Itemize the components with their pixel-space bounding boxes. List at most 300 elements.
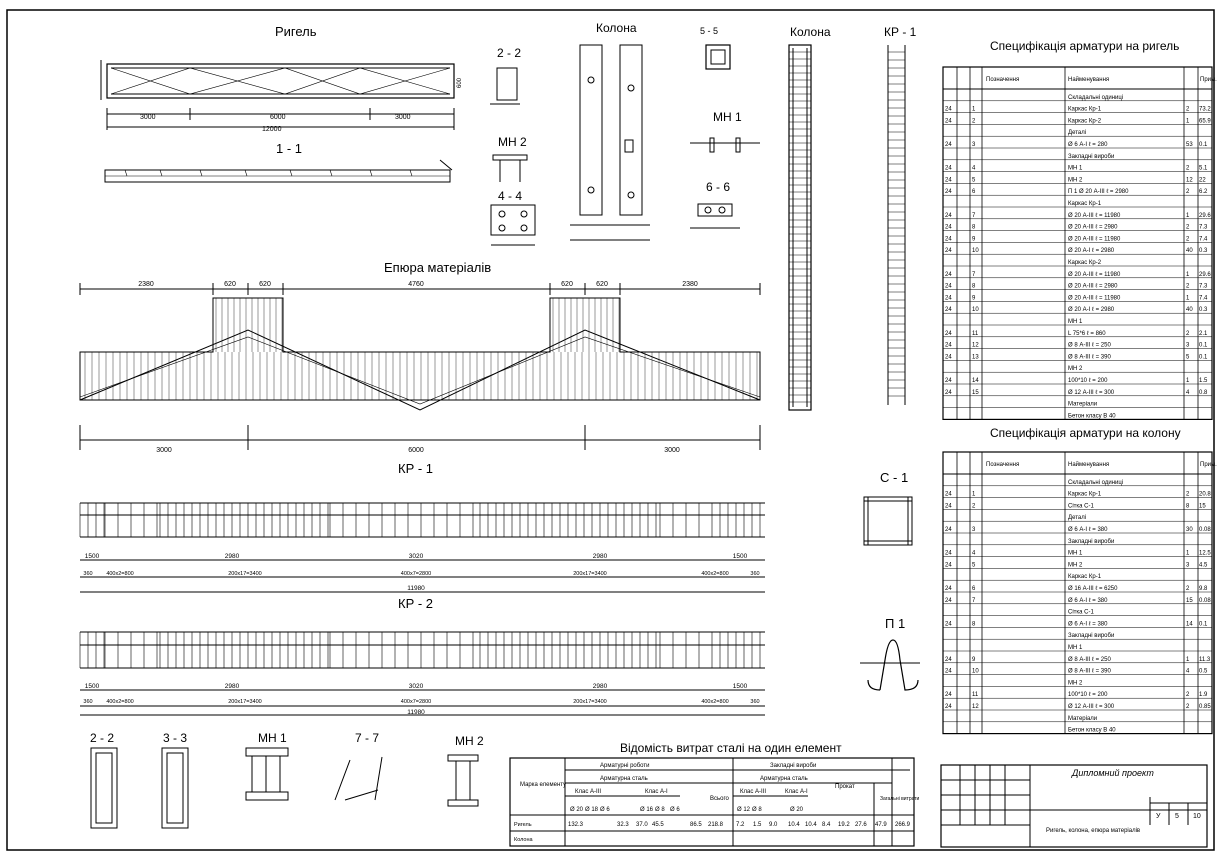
steel-klasa3b-header: Клас А-ІІІ [740,789,767,795]
kr-dim-row1-label: 1500 [84,683,100,690]
spec-cell-name: Ø 20 А-І ℓ = 2980 [1068,248,1115,255]
spec-cell-format: 24 [945,491,952,498]
spec-cell-format: 24 [945,378,952,384]
spec-cell-qty: 2 [1186,491,1190,498]
steel-dia-header: Ø 20 [570,807,584,813]
spec-cell-name: Ø 8 А-ІІІ ℓ = 250 [1068,656,1111,663]
kr2-dims [83,683,759,716]
spec-cell-name: Закладні вироби [1068,633,1115,640]
spec-cell-qty: 2 [1186,330,1190,337]
kr-dim-row2-label: 360 [83,699,93,705]
spec-cell-mass: 1.5 [1199,378,1208,384]
spec-rygel-table [943,39,1217,419]
epura-dim-top-label: 620 [561,281,573,288]
spec-cell-format: 24 [945,142,952,148]
kr-dim-row1-label: 1500 [732,553,748,560]
spec-cell-mass: 7.4 [1199,295,1208,302]
rygel-title: Ригель [275,24,317,39]
spec-cell-name: Деталі [1068,130,1087,137]
spec-cell-qty: 2 [1186,586,1190,592]
spec-cell-mass: 0.3 [1199,307,1208,314]
kr-dim-row2-label: 400x2=800 [701,571,729,577]
spec-cell-name: Матеріали [1068,401,1098,408]
spec-cell-qty: 2 [1186,189,1190,196]
spec-cell-pos: 6 [972,189,976,196]
spec-cell-qty: 1 [1186,656,1190,663]
kr-dim-row2-label: 360 [750,699,760,705]
spec-cell-format: 24 [945,295,952,302]
steel-row1-cell: 132.3 [568,822,584,828]
steel-row1-cell: 9.0 [769,822,778,828]
spec-cell-mass: 9.8 [1199,586,1208,592]
spec-kolona-table [943,426,1217,734]
spec-cell-name: Ø 20 А-ІІІ ℓ = 2980 [1068,224,1118,231]
spec-header-note: Прим. [1200,462,1217,468]
epura-dim-top-label: 2380 [682,281,698,288]
kr-dim-row2-label: 200x17=3400 [228,699,262,705]
steel-row1-cell: 86.5 [690,822,702,828]
spec-cell-name: Деталі [1068,515,1087,522]
b-7-7-title: 7 - 7 [355,731,380,745]
spec-cell-pos: 12 [972,342,979,349]
spec-cell-mass: 0.08 [1199,527,1211,533]
spec-cell-qty: 1 [1186,295,1190,302]
steel-row1-cell: 10.4 [788,822,800,828]
spec-cell-format: 24 [945,389,952,396]
spec-cell-name: Ø 6 А-І ℓ = 380 [1068,597,1108,604]
spec-cell-format: 24 [945,271,952,278]
spec-cell-pos: 7 [972,271,976,278]
spec-cell-qty: 2 [1186,165,1190,172]
steel-row1-cell: 10.4 [805,822,817,828]
steel-dia2-header: Ø 6 [670,807,680,813]
spec-cell-name: Ø 8 А-ІІІ ℓ = 390 [1068,668,1111,675]
spec-cell-qty: 8 [1186,503,1190,510]
steel-dia2-header: Ø 8 [655,807,665,813]
steel-dia3-header: Ø 20 [790,807,804,813]
spec-cell-name: Каркас Кр-1 [1068,201,1102,207]
epura-bottom-dims [156,447,680,454]
spec-cell-name: МН 2 [1068,177,1083,184]
spec-cell-name: Ø 12 А-ІІІ ℓ = 300 [1068,389,1115,396]
spec-cell-name: Ø 6 А-І ℓ = 280 [1068,142,1108,148]
spec-cell-name: Бетон класу В 40 [1068,413,1116,420]
section-2-2-top [490,46,521,104]
spec-cell-mass: 0.1 [1199,142,1208,148]
spec-cell-pos: 13 [972,354,979,361]
steel-row1-cell: 47.9 [875,822,887,828]
spec-cell-pos: 8 [972,224,976,231]
stamp-title: Дипломний проект [1072,768,1154,778]
spec-cell-format: 24 [945,550,952,557]
spec-cell-name: Ø 20 А-ІІІ ℓ = 11980 [1068,236,1121,243]
spec-cell-format: 24 [945,597,952,604]
section-4-4 [491,189,535,245]
kr-dim-row2-label: 200x17=3400 [573,699,607,705]
steel-armatura-header: Арматурні роботи [600,763,650,769]
steel-row1-cell: 1.5 [753,822,762,828]
spec-cell-format: 24 [945,212,952,219]
steel-row1-cell: 45.5 [652,822,664,828]
spec-cell-name: Складальні одиниці [1068,479,1124,486]
steel-row1-cell: 266.9 [895,822,911,828]
spec-cell-name: Матеріали [1068,715,1098,722]
spec-cell-name: L 75*6 ℓ = 860 [1068,330,1106,337]
spec-cell-name: Ø 6 А-І ℓ = 380 [1068,527,1108,533]
kr-dim-row2-label: 400x2=800 [701,699,729,705]
epura-dim-top-label: 2380 [138,281,154,288]
kr1-dims [83,553,759,592]
kr-dim-row2-label: 200x17=3400 [573,571,607,577]
section-6-6-title: 6 - 6 [706,180,731,194]
steel-row1-label: Ригель [514,822,532,828]
epura-materials [80,260,760,454]
section-5-5 [700,26,730,69]
spec-cell-name: 100*10 ℓ = 200 [1068,378,1108,384]
steel-zagal-header: Загальні витрати [880,796,920,802]
spec-cell-pos: 9 [972,656,976,663]
spec-cell-mass: 0.08 [1199,597,1211,604]
spec-cell-name: Каркас Кр-1 [1068,491,1102,498]
spec-cell-pos: 1 [972,106,976,113]
spec-cell-mass: 2.1 [1199,330,1208,337]
spec-cell-mass: 5.1 [1199,165,1208,172]
spec-cell-pos: 11 [972,330,979,337]
spec-cell-format: 24 [945,283,952,290]
spec-cell-format: 24 [945,668,952,675]
kolona-elevation [570,21,650,240]
spec-cell-format: 24 [945,118,952,125]
spec-cell-qty: 15 [1186,597,1193,604]
spec-cell-format: 24 [945,189,952,196]
spec-cell-pos: 15 [972,389,979,396]
spec-cell-mass: 22 [1199,177,1206,184]
spec-cell-qty: 4 [1186,389,1190,396]
spec-cell-qty: 12 [1186,177,1193,184]
steel-dia3-header: Ø 12 [737,807,751,813]
spec-header-designation: Позначення [986,462,1020,468]
section-1-1 [105,141,452,182]
spec-cell-mass: 0.1 [1199,342,1208,349]
kr-dim-row1-label: 2980 [592,683,608,690]
spec-cell-mass: 12.5 [1199,550,1211,557]
spec-cell-pos: 8 [972,283,976,290]
b-mn1-title: МН 1 [258,731,287,745]
spec-cell-pos: 7 [972,212,976,219]
spec-cell-name: МН 2 [1068,562,1083,569]
spec-cell-mass: 15 [1199,503,1206,510]
spec-cell-format: 24 [945,692,952,699]
steel-row2-label: Колона [514,837,533,843]
kr-dim-row2-label: 360 [83,571,93,577]
epura-dim-bottom-label: 3000 [156,447,172,454]
spec-cell-format: 24 [945,165,952,172]
stamp-stage: У [1156,813,1161,820]
epura-dim-bottom-label: 6000 [408,447,424,454]
steel-row1-cell: 19.2 [838,822,850,828]
epura-dim-top-label: 4760 [408,281,424,288]
spec-cell-mass: 7.4 [1199,236,1208,243]
kr-dim-total-label: 11980 [407,585,425,592]
epura-top-dims [138,281,698,288]
mn2-top-title: МН 2 [498,135,527,149]
mn1-top [690,110,760,152]
spec-cell-name: Ø 8 А-ІІІ ℓ = 390 [1068,354,1111,361]
spec-cell-format: 24 [945,562,952,569]
kr-dim-row1-label: 2980 [224,553,240,560]
spec-cell-name: МН 1 [1068,165,1083,172]
p1-title: П 1 [885,616,906,631]
spec-header-name: Найменування [1068,462,1110,468]
spec-cell-name: МН 1 [1068,645,1083,651]
spec-cell-qty: 2 [1186,704,1190,710]
spec-cell-format: 24 [945,527,952,533]
spec-cell-qty: 1 [1186,271,1190,278]
spec-cell-format: 24 [945,224,952,231]
spec-cell-qty: 2 [1186,692,1190,699]
section-6-6 [690,180,740,228]
kr1-vertical [884,25,917,405]
spec-cell-pos: 4 [972,550,976,557]
spec-cell-format: 24 [945,177,952,184]
spec-cell-name: Ø 20 А-І ℓ = 2980 [1068,307,1115,314]
stamp-sheet: 5 [1175,813,1179,820]
b-3-3-title: 3 - 3 [163,731,188,745]
section-2-2-title: 2 - 2 [497,46,522,60]
spec-cell-name: Ø 8 А-ІІІ ℓ = 250 [1068,342,1111,349]
spec-cell-pos: 3 [972,527,976,533]
spec-cell-name: Складальні одиниці [1068,94,1124,101]
spec-cell-format: 24 [945,236,952,243]
kr-dim-row1-label: 1500 [84,553,100,560]
spec-cell-name: Ø 6 А-І ℓ = 380 [1068,621,1108,628]
spec-cell-qty: 53 [1186,142,1193,148]
spec-cell-name: Ø 20 А-ІІІ ℓ = 11980 [1068,295,1121,302]
epura-dim-top-label: 620 [596,281,608,288]
steel-dia-header: Ø 6 [600,807,610,813]
mn1-top-title: МН 1 [713,110,742,124]
spec-header-name: Найменування [1068,77,1110,83]
epura-title: Епюра матеріалів [384,260,492,275]
spec-cell-format: 24 [945,342,952,349]
kolona-title: Колона [596,21,637,35]
steel-marka-header: Марка елементу [520,782,567,788]
spec-cell-qty: 5 [1186,354,1190,361]
rygel-dim-2: 6000 [270,114,286,121]
spec-cell-name: Каркас Кр-2 [1068,118,1102,125]
spec-cell-pos: 11 [972,692,979,699]
spec-cell-name: Закладні вироби [1068,538,1115,545]
spec-cell-pos: 2 [972,118,976,125]
spec-cell-format: 24 [945,586,952,592]
kr-dim-row2-label: 360 [750,571,760,577]
spec-cell-pos: 12 [972,704,979,710]
kr-dim-row2-label: 200x17=3400 [228,571,262,577]
steel-row1-cell: 8.4 [822,822,831,828]
spec-cell-pos: 2 [972,503,976,510]
kr-dim-row2-label: 400x7=2800 [400,699,432,705]
spec-cell-mass: 0.1 [1199,354,1208,361]
spec-cell-pos: 5 [972,177,976,184]
spec-cell-format: 24 [945,307,952,314]
steel-row1-cell: 32.3 [617,822,629,828]
spec-cell-mass: 0.1 [1199,621,1208,628]
spec-cell-name: Ø 12 А-ІІІ ℓ = 300 [1068,704,1115,710]
spec-cell-name: Ø 20 А-ІІІ ℓ = 2980 [1068,283,1118,290]
spec-cell-pos: 1 [972,491,976,498]
spec-cell-mass: 0.5 [1199,668,1208,675]
spec-cell-mass: 7.3 [1199,224,1208,231]
section-5-5-title: 5 - 5 [700,26,719,36]
kr1-top-title: КР - 1 [884,25,917,39]
spec-cell-name: Ø 20 А-ІІІ ℓ = 11980 [1068,212,1121,219]
spec-cell-pos: 9 [972,295,976,302]
kr-dim-row1-label: 3020 [408,683,424,690]
spec-cell-mass: 11.3 [1199,656,1211,663]
spec-cell-mass: 29.6 [1199,271,1211,278]
rygel-dim-1: 3000 [140,114,156,121]
spec-cell-name: Ø 20 А-ІІІ ℓ = 11980 [1068,271,1121,278]
spec-cell-mass: 73.2 [1199,106,1211,113]
epura-dim-top-label: 620 [259,281,271,288]
spec-cell-pos: 3 [972,142,976,148]
steel-title: Відомість витрат сталі на один елемент [620,741,842,755]
kr-dim-row1-label: 2980 [224,683,240,690]
steel-armstal2-header: Арматурна сталь [760,776,808,782]
kr2-cage [80,596,765,716]
kr-dim-row1-label: 3020 [408,553,424,560]
spec-cell-mass: 0.3 [1199,248,1208,255]
steel-row1-cell: 37.0 [636,822,648,828]
spec-cell-format: 24 [945,656,952,663]
spec-cell-pos: 5 [972,562,976,569]
kr-dim-row1-label: 1500 [732,683,748,690]
kolona2-title: Колона [790,25,831,39]
spec-cell-pos: 6 [972,586,976,592]
steel-row1-cell: 7.2 [736,822,745,828]
steel-vsogo-header: Всього [710,796,729,802]
spec-cell-qty: 4 [1186,668,1190,675]
mesh-c1 [864,470,912,545]
spec-cell-pos: 14 [972,378,979,384]
spec-cell-pos: 8 [972,621,976,628]
spec-cell-name: МН 2 [1068,680,1083,687]
kr1-title: КР - 1 [398,461,434,476]
spec-cell-qty: 40 [1186,307,1193,314]
steel-dia-header: Ø 18 [585,807,599,813]
spec-cell-name: Ø 16 А-ІІІ ℓ = 6250 [1068,586,1118,592]
spec-cell-name: Сітка С-1 [1068,609,1094,616]
rygel-view [101,24,463,133]
bottom-details [90,731,484,828]
spec-cell-name: Каркас Кр-1 [1068,574,1102,581]
spec-cell-pos: 10 [972,307,979,314]
spec-cell-qty: 40 [1186,248,1193,255]
spec-cell-name: Сітка С-1 [1068,503,1094,510]
mn2-top [493,135,527,182]
kr-dim-row1-label: 2980 [592,553,608,560]
kolona-tall [789,25,831,410]
kr-dim-row2-label: 400x2=800 [106,571,134,577]
spec-cell-mass: 65.9 [1199,118,1211,125]
spec-cell-mass: 4.5 [1199,562,1208,569]
steel-dia3-header: Ø 8 [752,807,762,813]
title-block [941,765,1207,847]
spec-cell-pos: 4 [972,165,976,172]
kr1-cage [80,461,765,592]
steel-armstal-header: Арматурна сталь [600,776,648,782]
section-4-4-title: 4 - 4 [498,189,523,203]
steel-klasa1-header: Клас А-І [645,789,668,795]
spec-cell-mass: 29.6 [1199,212,1211,219]
spec-header-designation: Позначення [986,77,1020,83]
steel-consumption-table [510,741,920,846]
spec-cell-qty: 1 [1186,118,1190,125]
spec-rygel-title: Специфікація арматури на ригель [990,39,1180,53]
kr-dim-row2-label: 400x2=800 [106,699,134,705]
spec-cell-name: МН 1 [1068,319,1083,325]
rygel-dim-3: 3000 [395,114,411,121]
spec-cell-qty: 2 [1186,224,1190,231]
rygel-dim-total: 12000 [262,126,282,133]
spec-cell-format: 24 [945,248,952,255]
b-2-2-title: 2 - 2 [90,731,115,745]
spec-cell-name: 100*10 ℓ = 200 [1068,692,1108,699]
spec-cell-qty: 30 [1186,527,1193,533]
spec-cell-format: 24 [945,621,952,628]
spec-cell-qty: 1 [1186,378,1190,384]
spec-cell-mass: 6.2 [1199,189,1208,196]
spec-cell-mass: 0.8 [1199,389,1208,396]
spec-cell-name: МН 1 [1068,550,1083,557]
spec-cell-qty: 3 [1186,342,1190,349]
spec-cell-name: МН 2 [1068,366,1083,373]
spec-cell-mass: 20.8 [1199,491,1211,498]
spec-cell-mass: 1.9 [1199,692,1208,699]
kr-dim-row2-label: 400x7=2800 [400,571,432,577]
kr-dim-total-label: 11980 [407,709,425,716]
spec-cell-pos: 10 [972,248,979,255]
steel-row1-cell: 218.8 [708,822,724,828]
spec-cell-pos: 10 [972,668,979,675]
spec-cell-name: Каркас Кр-1 [1068,106,1102,113]
spec-cell-format: 24 [945,503,952,510]
steel-klasa3-header: Клас А-ІІІ [575,789,602,795]
spec-cell-mass: 7.3 [1199,283,1208,290]
rygel-dim-h: 600 [457,77,463,88]
spec-cell-name: П 1 Ø 20 А-ІІІ ℓ = 2980 [1068,189,1129,196]
spec-cell-qty: 2 [1186,236,1190,243]
spec-cell-qty: 2 [1186,106,1190,113]
spec-cell-format: 24 [945,354,952,361]
epura-dim-top-label: 620 [224,281,236,288]
spec-cell-format: 24 [945,330,952,337]
spec-header-note: Прим. [1200,77,1217,83]
kr2-title: КР - 2 [398,596,434,611]
steel-row1-cell: 27.6 [855,822,867,828]
section-1-1-title: 1 - 1 [276,141,303,156]
spec-cell-qty: 3 [1186,562,1190,569]
stamp-sheets: 10 [1193,813,1201,820]
stamp-desc: Ригель, колона, епюра матеріалів [1046,828,1141,834]
spec-cell-pos: 9 [972,236,976,243]
spec-cell-qty: 1 [1186,550,1190,557]
spec-cell-pos: 7 [972,597,976,604]
epura-dim-bottom-label: 3000 [664,447,680,454]
spec-cell-qty: 14 [1186,621,1193,628]
spec-cell-qty: 2 [1186,283,1190,290]
spec-cell-format: 24 [945,704,952,710]
